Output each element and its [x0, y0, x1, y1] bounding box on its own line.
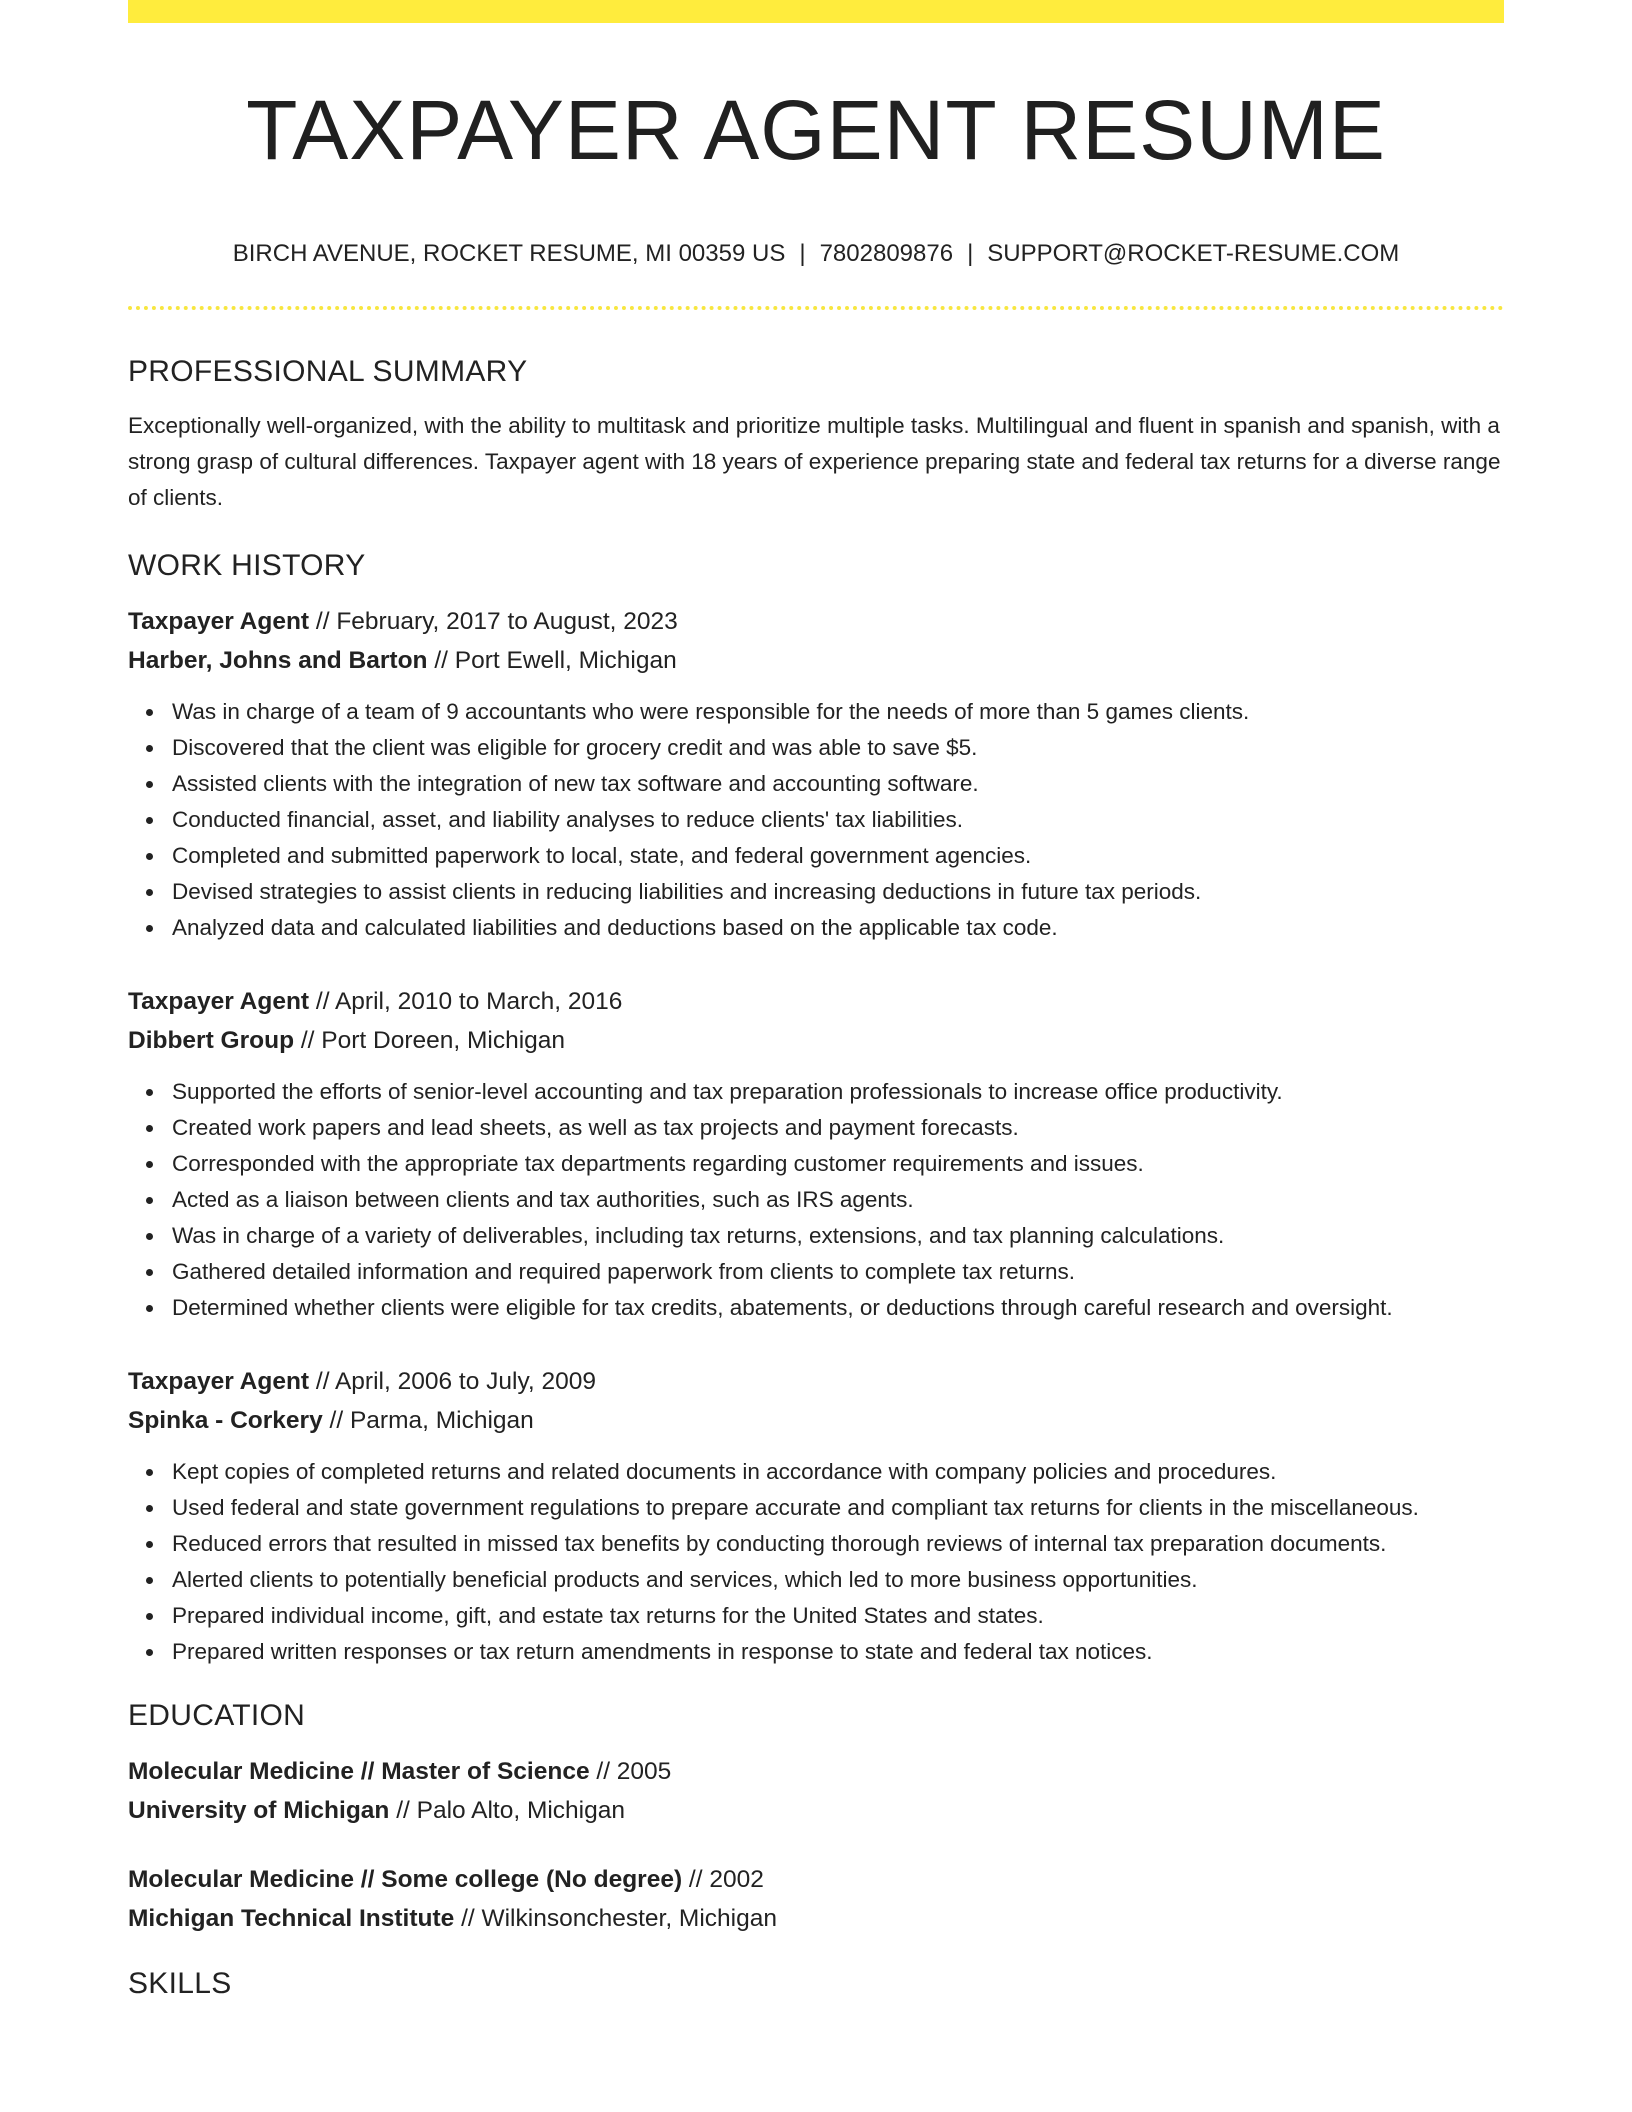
list-item: Prepared written responses or tax return amendments in response to state and federal tax notices. [172, 1634, 1504, 1670]
job-title: Taxpayer Agent [128, 1368, 310, 1395]
contact-separator: | [967, 240, 974, 267]
list-item: Discovered that the client was eligible for grocery credit and was able to save $5. [172, 730, 1504, 766]
job-company: Spinka - Corkery [128, 1407, 323, 1434]
section-spacer [128, 1938, 1504, 1964]
job-location: // Parma, Michigan [322, 1407, 534, 1434]
contact-separator: | [799, 240, 806, 267]
list-item: Reduced errors that resulted in missed tax benefits by conducting thorough reviews of internal tax preparation documents. [172, 1526, 1504, 1562]
job-company: Harber, Johns and Barton [128, 647, 428, 674]
job-company-line [128, 1401, 1504, 1440]
education-year: // 2002 [682, 1866, 764, 1893]
education-degree: Molecular Medicine // Master of Science [128, 1758, 590, 1785]
job-dates: // February, 2017 to August, 2023 [309, 608, 678, 635]
list-item: Completed and submitted paperwork to local, state, and federal government agencies. [172, 838, 1504, 874]
accent-top-bar [128, 0, 1504, 23]
job-duties-list [128, 1074, 1504, 1326]
list-item: Acted as a liaison between clients and tax authorities, such as IRS agents. [172, 1182, 1504, 1218]
list-item: Was in charge of a variety of deliverables, including tax returns, extensions, and tax planning calculations. [172, 1218, 1504, 1254]
work-history-heading: WORK HISTORY [128, 549, 366, 582]
summary-heading: PROFESSIONAL SUMMARY [128, 355, 528, 388]
job-dates: // April, 2006 to July, 2009 [309, 1368, 597, 1395]
resume-page [128, 0, 1504, 2112]
list-item: Alerted clients to potentially beneficial products and services, which led to more business opportunities. [172, 1562, 1504, 1598]
contact-address: BIRCH AVENUE, ROCKET RESUME, MI 00359 US [232, 240, 786, 267]
education-location: // Palo Alto, Michigan [389, 1797, 625, 1824]
list-item: Devised strategies to assist clients in reducing liabilities and increasing deductions in future tax periods. [172, 874, 1504, 910]
education-school: University of Michigan [128, 1797, 390, 1824]
dotted-divider [128, 306, 1504, 310]
job-entry [128, 1362, 1504, 1670]
list-item: Used federal and state government regulations to prepare accurate and compliant tax returns for clients in the miscellaneous. [172, 1490, 1504, 1526]
education-degree-line [128, 1860, 1504, 1899]
job-title-line [128, 982, 1504, 1021]
list-item: Determined whether clients were eligible for tax credits, abatements, or deductions through careful research and oversight. [172, 1290, 1504, 1326]
education-entry [128, 1752, 1504, 1830]
job-duties-list [128, 1454, 1504, 1670]
education-location: // Wilkinsonchester, Michigan [454, 1905, 777, 1932]
list-item: Corresponded with the appropriate tax departments regarding customer requirements and issues. [172, 1146, 1504, 1182]
list-item: Kept copies of completed returns and related documents in accordance with company policies and procedures. [172, 1454, 1504, 1490]
job-title: Taxpayer Agent [128, 608, 310, 635]
education-entry [128, 1860, 1504, 1938]
list-item: Gathered detailed information and required paperwork from clients to complete tax returns. [172, 1254, 1504, 1290]
list-item: Conducted financial, asset, and liability analyses to reduce clients' tax liabilities. [172, 802, 1504, 838]
education-school-line [128, 1791, 1504, 1830]
contact-phone: 7802809876 [819, 240, 954, 267]
job-company-line [128, 1021, 1504, 1060]
list-item: Prepared individual income, gift, and estate tax returns for the United States and states. [172, 1598, 1504, 1634]
education-heading: EDUCATION [128, 1699, 306, 1732]
contact-line [128, 236, 1504, 272]
job-entry [128, 982, 1504, 1326]
section-spacer [128, 1670, 1504, 1696]
skills-heading: SKILLS [128, 1967, 232, 2000]
contact-email: SUPPORT@ROCKET-RESUME.COM [987, 240, 1400, 267]
job-location: // Port Doreen, Michigan [294, 1027, 566, 1054]
list-item: Supported the efforts of senior-level accounting and tax preparation professionals to increase office productivity. [172, 1074, 1504, 1110]
resume-title: TAXPAYER AGENT RESUME [246, 83, 1386, 177]
education-school: Michigan Technical Institute [128, 1905, 455, 1932]
list-item: Analyzed data and calculated liabilities and deductions based on the applicable tax code. [172, 910, 1504, 946]
education-degree-line [128, 1752, 1504, 1791]
job-location: // Port Ewell, Michigan [427, 647, 677, 674]
education-school-line [128, 1899, 1504, 1938]
list-item: Assisted clients with the integration of new tax software and accounting software. [172, 766, 1504, 802]
resume-content [128, 352, 1504, 2020]
list-item: Was in charge of a team of 9 accountants who were responsible for the needs of more than 5 games clients. [172, 694, 1504, 730]
job-title-line [128, 602, 1504, 641]
summary-text: Exceptionally well-organized, with the ability to multitask and prioritize multiple tasks. Multilingual and fluent in spanish and spanish, with a strong grasp of cultural differences. Taxpayer agent with 18 years of experience preparing state and federal tax returns for a diverse range of clients. [128, 413, 1501, 510]
job-company: Dibbert Group [128, 1027, 295, 1054]
education-degree: Molecular Medicine // Some college (No degree) [128, 1866, 683, 1893]
job-entry [128, 602, 1504, 946]
job-dates: // April, 2010 to March, 2016 [309, 988, 623, 1015]
job-title-line [128, 1362, 1504, 1401]
job-duties-list [128, 694, 1504, 946]
job-title: Taxpayer Agent [128, 988, 310, 1015]
job-company-line [128, 641, 1504, 680]
list-item: Created work papers and lead sheets, as well as tax projects and payment forecasts. [172, 1110, 1504, 1146]
education-year: // 2005 [589, 1758, 672, 1785]
